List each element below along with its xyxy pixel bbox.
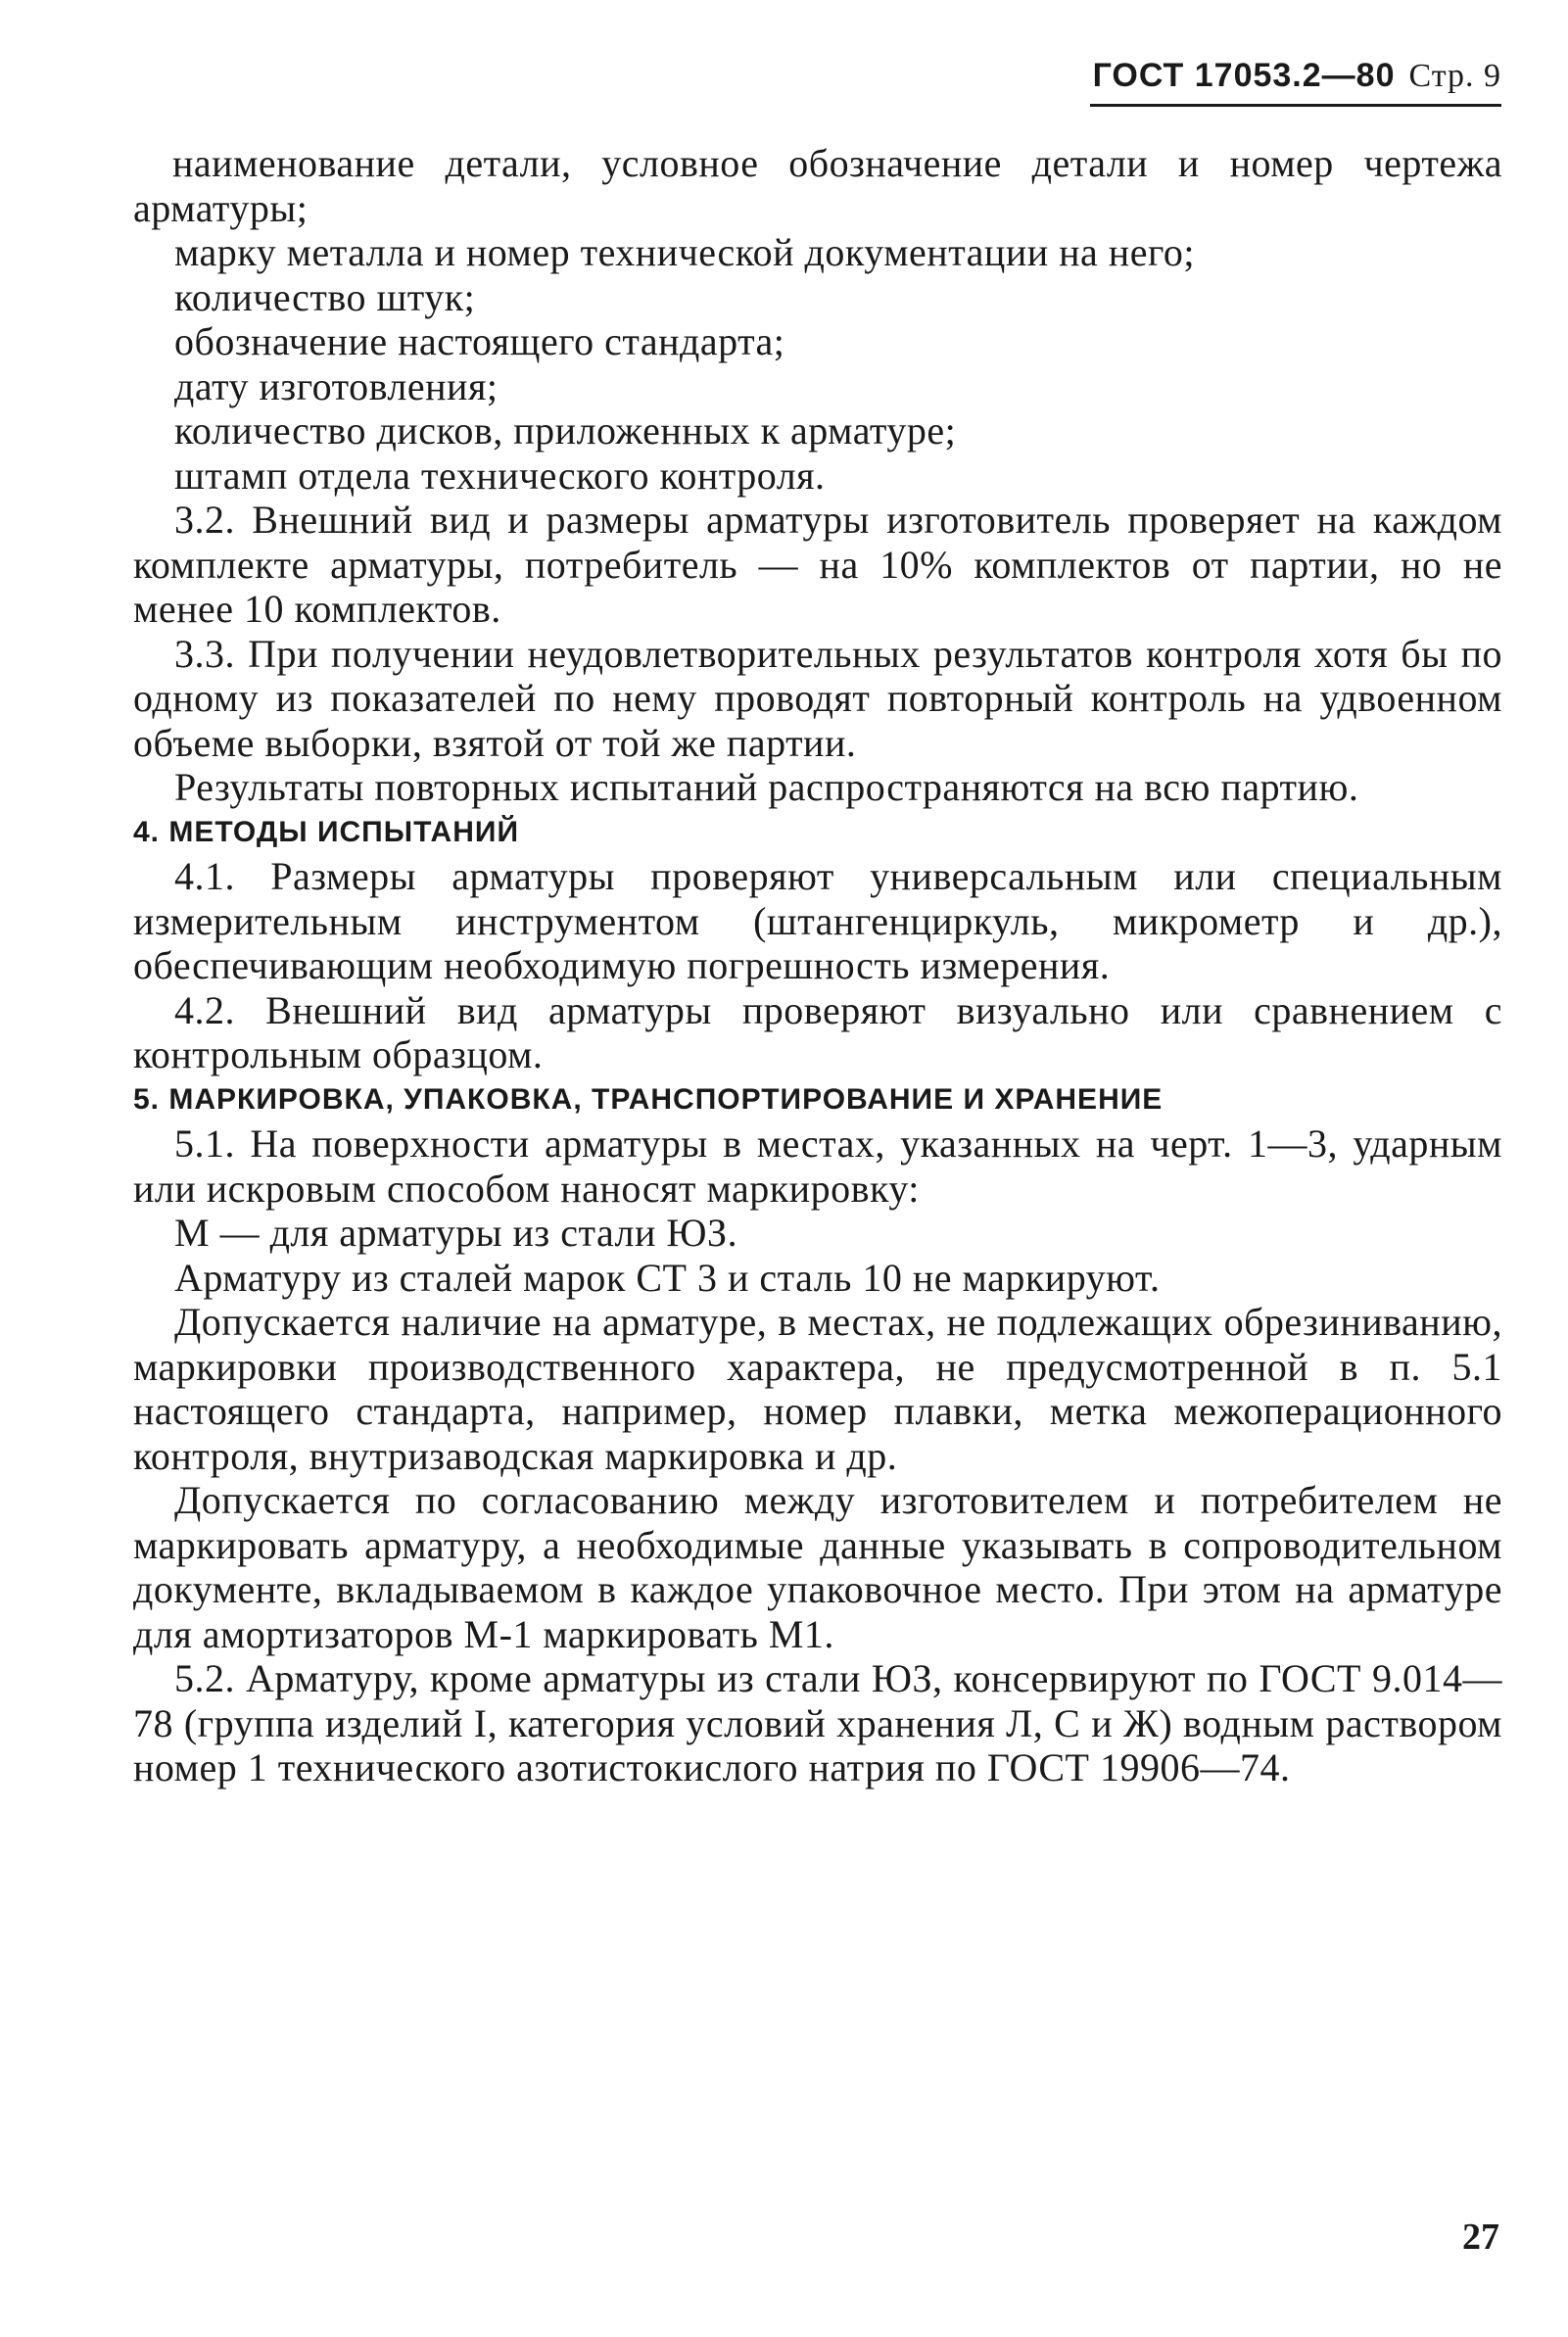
paragraph-quantity: количество штук; <box>174 274 476 319</box>
paragraph-4-2: 4.2. Внешний вид арматуры проверяют визуально или сравнением с контрольным образцом. <box>133 987 1502 1076</box>
paragraph-5-2: 5.2. Арматуру, кроме арматуры из стали ЮЗ, консервируют по ГОСТ 9.014—78 (группа изделий I, категория условий хранения Л, С и Ж) водным раствором номер 1 технического азотистокислого натрия по ГОСТ 19906—74. <box>133 1656 1502 1789</box>
paragraph-manufacture-date: дату изготовления; <box>174 363 499 408</box>
paragraph-disk-count: количество дисков, приложенных к арматуре; <box>174 408 957 453</box>
paragraph-retest-results: Результаты повторных испытаний распространяются на всю партию. <box>174 765 1359 809</box>
paragraph-marking-m: М — для арматуры из стали ЮЗ. <box>174 1211 738 1255</box>
paragraph-standard-designation: обозначение настоящего стандарта; <box>174 319 785 363</box>
paragraph-no-marking: Арматуру из сталей марок СТ 3 и сталь 10 не маркируют. <box>174 1255 1161 1300</box>
section-5-heading: 5. МАРКИРОВКА, УПАКОВКА, ТРАНСПОРТИРОВАНИЕ И ХРАНЕНИЕ <box>133 1082 1164 1116</box>
paragraph-5-1: 5.1. На поверхности арматуры в местах, указанных на черт. 1—3, ударным или искровым способом наносят маркировку: <box>133 1121 1502 1211</box>
paragraph-metal-grade: марку металла и номер технической документации на него; <box>174 230 1195 274</box>
header-rule <box>1090 104 1501 107</box>
paragraph-3-3: 3.3. При получении неудовлетворительных результатов контроля хотя бы по одному из показателей по нему проводят повторный контроль на удвоенном объеме выборки, взятой от той же партии. <box>133 631 1502 765</box>
standard-number: ГОСТ 17053.2—80 <box>1092 57 1396 94</box>
paragraph-qc-stamp: штамп отдела технического контроля. <box>174 453 826 498</box>
paragraph-3-2: 3.2. Внешний вид и размеры арматуры изготовитель проверяет на каждом комплекте арматуры, потребитель — на 10% комплектов от партии, но не менее 10 комплектов. <box>133 498 1502 631</box>
paragraph-4-1: 4.1. Размеры арматуры проверяют универсальным или специальным измерительным инструментом (штангенциркуль, микрометр и др.), обеспечивающим необходимую погрешность измерения. <box>133 854 1502 987</box>
page-number: 27 <box>1462 2217 1499 2258</box>
running-header <box>1093 57 1501 95</box>
header-page-label: Стр. 9 <box>1408 58 1501 94</box>
document-body <box>133 141 1502 1790</box>
paragraph-production-marking: Допускается наличие на арматуре, в местах, не подлежащих обрезиниванию, маркировки производственного характера, не предусмотренной в п. 5.1 настоящего стандарта, например, номер плавки, метка межоперационного контроля, внутризаводская маркировка и др. <box>133 1300 1502 1478</box>
section-4-heading: 4. МЕТОДЫ ИСПЫТАНИЙ <box>133 815 519 848</box>
paragraph-agreement-marking: Допускается по согласованию между изготовителем и потребителем не маркировать арматуру, а необходимые данные указывать в сопроводительном документе, вкладываемом в каждое упаковочное место. При этом на арматуре для амортизаторов М-1 маркировать М1. <box>133 1478 1502 1656</box>
paragraph-item-name: наименование детали, условное обозначение детали и номер чертежа арматуры; <box>133 141 1502 230</box>
